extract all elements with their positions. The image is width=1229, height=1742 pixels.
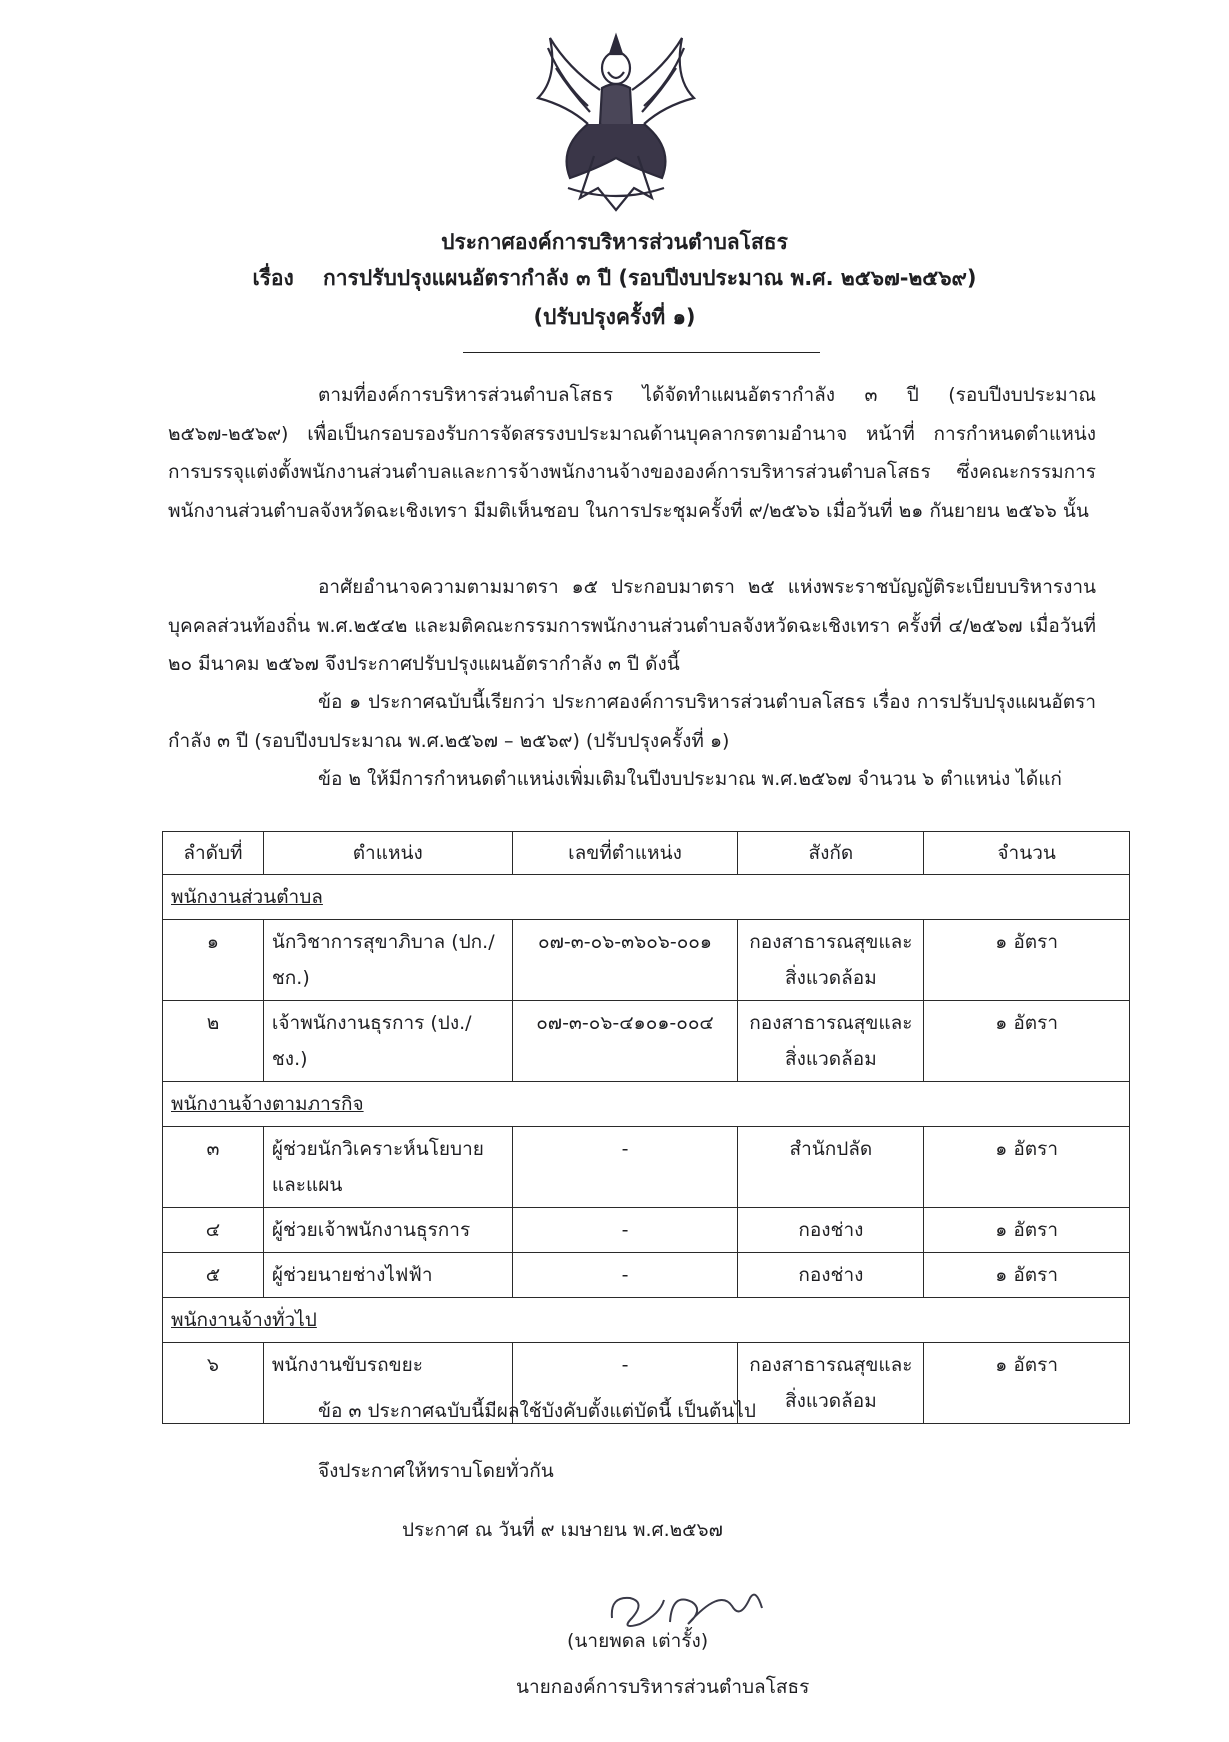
row-unit: กองสาธารณสุขและสิ่งแวดล้อม [738, 920, 924, 1001]
row-count: ๑ อัตรา [924, 1208, 1130, 1253]
table-row [163, 1253, 1130, 1298]
table-row [163, 1208, 1130, 1253]
signer-position: นายกองค์การบริหารส่วนตำบลโสธร [516, 1676, 810, 1698]
section-label: พนักงานจ้างตามภารกิจ [163, 1082, 1130, 1127]
row-position: เจ้าพนักงานธุรการ (ปง./ชง.) [263, 1001, 512, 1082]
header-cell: ลำดับที่ [163, 832, 264, 875]
signer-name: (นายพดล เต่ารั้ง) [567, 1630, 709, 1652]
paragraph-authority: อาศัยอำนาจความตามมาตรา ๑๕ ประกอบมาตรา ๒๕ แห่งพระราชบัญญัติระเบียบบริหารงานบุคคลส่วนท้องถิ่น พ.ศ.๒๕๔๒ และมติคณะกรรมการพนักงานส่วนตำบลจังหวัดฉะเชิงเทรา ครั้งที่ ๔/๒๕๖๗ เมื่อวันที่ ๒๐ มีนาคม ๒๕๖๗ จึงประกาศปรับปรุงแผนอัตรากำลัง ๓ ปี ดังนี้ [168, 576, 1096, 675]
header-cell: เลขที่ตำแหน่ง [512, 832, 738, 875]
row-position: ผู้ช่วยนักวิเคราะห์นโยบายและแผน [263, 1127, 512, 1208]
row-number: ๓ [163, 1127, 264, 1208]
row-number: ๕ [163, 1253, 264, 1298]
table-row [163, 920, 1130, 1001]
row-position-number: - [512, 1343, 738, 1424]
announce-line: จึงประกาศให้ทราบโดยทั่วกัน [318, 1460, 554, 1482]
header-cell: ตำแหน่ง [263, 832, 512, 875]
row-count: ๑ อัตรา [924, 1253, 1130, 1298]
section-row [163, 1082, 1130, 1127]
clause-3: ข้อ ๓ ประกาศฉบับนี้มีผลใช้บังคับตั้งแต่บัดนี้ เป็นต้นไป [318, 1400, 756, 1422]
row-count: ๑ อัตรา [924, 1343, 1130, 1424]
section-row [163, 875, 1130, 920]
row-position-number: - [512, 1208, 738, 1253]
section-label: พนักงานจ้างทั่วไป [163, 1298, 1130, 1343]
row-position-number: - [512, 1253, 738, 1298]
subject-line [0, 262, 1229, 295]
row-count: ๑ อัตรา [924, 1127, 1130, 1208]
positions-table [162, 831, 1130, 1424]
announcement-title: ประกาศองค์การบริหารส่วนตำบลโสธร [441, 230, 788, 254]
subject-label: เรื่อง [252, 266, 294, 290]
row-position-number: ๐๗-๓-๐๖-๔๑๐๑-๐๐๔ [512, 1001, 738, 1082]
row-position-number: ๐๗-๓-๐๖-๓๖๐๖-๐๐๑ [512, 920, 738, 1001]
section-label: พนักงานส่วนตำบล [163, 875, 1130, 920]
row-unit: กองสาธารณสุขและสิ่งแวดล้อม [738, 1343, 924, 1424]
row-number: ๔ [163, 1208, 264, 1253]
clause-2: ข้อ ๒ ให้มีการกำหนดตำแหน่งเพิ่มเติมในปีงบประมาณ พ.ศ.๒๕๖๗ จำนวน ๖ ตำแหน่ง ได้แก่ [318, 768, 1062, 790]
row-unit: กองสาธารณสุขและสิ่งแวดล้อม [738, 1001, 924, 1082]
header-cell: จำนวน [924, 832, 1130, 875]
announce-date: ประกาศ ณ วันที่ ๙ เมษายน พ.ศ.๒๕๖๗ [402, 1519, 723, 1541]
row-position-number: - [512, 1127, 738, 1208]
table-row [163, 1001, 1130, 1082]
row-count: ๑ อัตรา [924, 920, 1130, 1001]
row-number: ๑ [163, 920, 264, 1001]
subject-text: การปรับปรุงแผนอัตรากำลัง ๓ ปี (รอบปีงบประมาณ พ.ศ. ๒๕๖๗-๒๕๖๙) [323, 266, 977, 290]
title-divider [463, 352, 820, 353]
row-unit: สำนักปลัด [738, 1127, 924, 1208]
paragraph-background: ตามที่องค์การบริหารส่วนตำบลโสธร ได้จัดทำแผนอัตรากำลัง ๓ ปี (รอบปีงบประมาณ ๒๕๖๗-๒๕๖๙) เพื่อเป็นกรอบรองรับการจัดสรรงบประมาณด้านบุคลากรตามอำนาจ หน้าที่ การกำหนดตำแหน่ง การบรรจุแต่งตั้งพนักงานส่วนตำบลและการจ้างพนักงานจ้างขององค์การบริหารส่วนตำบลโสธร ซึ่งคณะกรรมการพนักงานส่วนตำบลจังหวัดฉะเชิงเทรา มีมติเห็นชอบ ในการประชุมครั้งที่ ๙/๒๕๖๖ เมื่อวันที่ ๒๑ กันยายน ๒๕๖๖ นั้น [168, 384, 1096, 522]
row-position: ผู้ช่วยนายช่างไฟฟ้า [263, 1253, 512, 1298]
table-row [163, 1127, 1130, 1208]
row-number: ๒ [163, 1001, 264, 1082]
section-row [163, 1298, 1130, 1343]
table-header-row [163, 832, 1130, 875]
row-unit: กองช่าง [738, 1253, 924, 1298]
garuda-emblem-icon [528, 28, 704, 218]
row-unit: กองช่าง [738, 1208, 924, 1253]
row-position: ผู้ช่วยเจ้าพนักงานธุรการ [263, 1208, 512, 1253]
revision-line: (ปรับปรุงครั้งที่ ๑) [533, 305, 696, 329]
header-cell: สังกัด [738, 832, 924, 875]
row-position: นักวิชาการสุขาภิบาล (ปก./ชก.) [263, 920, 512, 1001]
clause-1: ข้อ ๑ ประกาศฉบับนี้เรียกว่า ประกาศองค์การบริหารส่วนตำบลโสธร เรื่อง การปรับปรุงแผนอัตรากำลัง ๓ ปี (รอบปีงบประมาณ พ.ศ.๒๕๖๗ – ๒๕๖๙) (ปรับปรุงครั้งที่ ๑) [168, 691, 1096, 752]
row-position: พนักงานขับรถขยะ [263, 1343, 512, 1424]
row-number: ๖ [163, 1343, 264, 1424]
row-count: ๑ อัตรา [924, 1001, 1130, 1082]
